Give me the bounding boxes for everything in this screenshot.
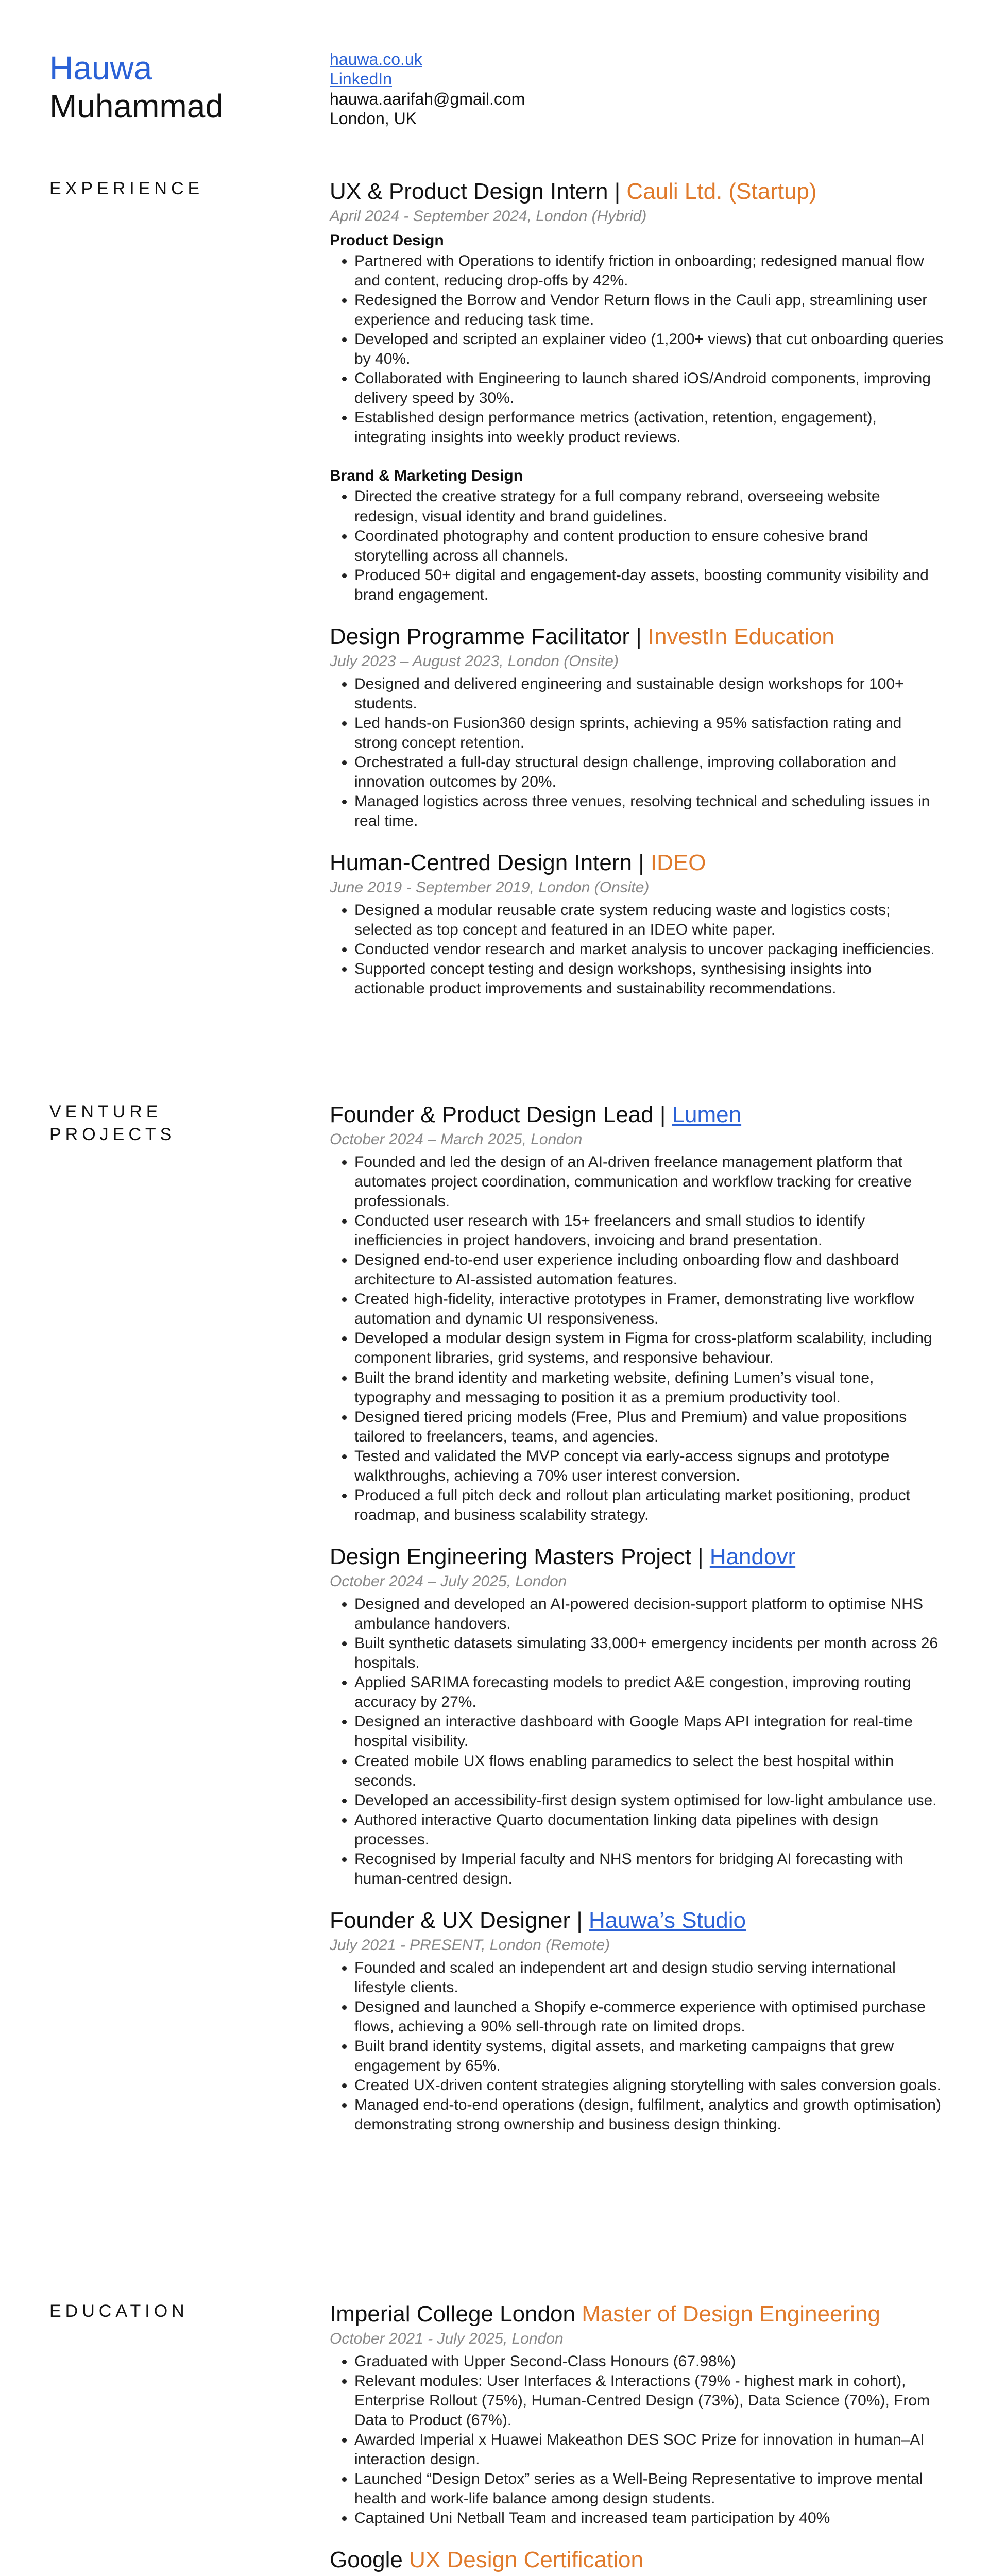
education-entry xyxy=(330,2300,946,2528)
section-label-education xyxy=(49,2300,266,2323)
education-content xyxy=(330,2300,946,2576)
entry-title: Human-Centred Design Intern | IDEO xyxy=(330,850,706,876)
entry-dates: June 2019 - September 2019, London (Onsite) xyxy=(330,879,650,896)
bullet-item: • Launched “Design Detox” series as a Well-Being Representative to improve mental health and work-life balance among design students. xyxy=(354,2469,946,2509)
bullet-list xyxy=(330,901,946,998)
bullet-item: • Applied SARIMA forecasting models to predict A&E congestion, improving routing accuracy by 27%. xyxy=(354,1673,946,1712)
entry-title: Design Programme Facilitator | InvestIn Education xyxy=(330,624,834,649)
section-label-text: VENTURE xyxy=(49,1102,162,1122)
experience-entry xyxy=(330,177,946,605)
bullet-item: • Relevant modules: User Interfaces & Interactions (79% - highest mark in cohort), Enterprise Rollout (75%), Human-Centred Design (73%), Data Science (70%), From Data to Product (67%). xyxy=(354,2371,946,2430)
entry-title xyxy=(330,2300,946,2328)
bullet-item: • Redesigned the Borrow and Vendor Return flows in the Cauli app, streamlining user experience and reducing task time. xyxy=(354,291,946,330)
qualification: Master of Design Engineering xyxy=(582,2301,880,2327)
entry-title: Founder & Product Design Lead | Lumen xyxy=(330,1102,742,1127)
bullet-item: • Created mobile UX flows enabling paramedics to select the best hospital within seconds. xyxy=(354,1752,946,1791)
experience-content xyxy=(330,177,946,1016)
first-name: Hauwa xyxy=(49,49,152,87)
bullet-item: • Developed an accessibility-first design system optimised for low-light ambulance use. xyxy=(354,1791,946,1810)
bullet-item: • Designed and delivered engineering and sustainable design workshops for 100+ students. xyxy=(354,674,946,714)
bullet-list xyxy=(330,2352,946,2529)
bullet-item: • Designed tiered pricing models (Free, Plus and Premium) and value propositions tailored to freelancers, teams, and agencies. xyxy=(354,1408,946,1447)
bullet-item: • Built the brand identity and marketing website, defining Lumen’s visual tone, typography and messaging to position it as a premium productivity tool. xyxy=(354,1368,946,1408)
project-link[interactable]: Lumen xyxy=(672,1102,742,1127)
section-label-venture xyxy=(49,1100,266,1146)
bullet-item: • Recognised by Imperial faculty and NHS mentors for bridging AI forecasting with human-centred design. xyxy=(354,1850,946,1889)
bullet-item: • Built synthetic datasets simulating 33,000+ emergency incidents per month across 26 hospitals. xyxy=(354,1634,946,1673)
location-text: London, UK xyxy=(330,109,417,128)
bullet-item: • Directed the creative strategy for a full company rebrand, overseeing website redesign, visual identity and brand guidelines. xyxy=(354,487,946,526)
bullet-item: • Coordinated photography and content production to ensure cohesive brand storytelling across all channels. xyxy=(354,527,946,566)
bullet-item: • Created high-fidelity, interactive prototypes in Framer, demonstrating live workflow automation and dynamic UI responsiveness. xyxy=(354,1290,946,1329)
bullet-item: • Designed and developed an AI-powered decision-support platform to optimise NHS ambulance handovers. xyxy=(354,1595,946,1634)
role-title: UX & Product Design Intern xyxy=(330,179,608,204)
linkedin-link[interactable]: LinkedIn xyxy=(330,70,392,89)
section-label-text: PROJECTS xyxy=(49,1125,176,1145)
org-name: IDEO xyxy=(650,850,706,876)
bullet-item: • Created UX-driven content strategies aligning storytelling with sales conversion goals. xyxy=(354,2076,946,2095)
bullet-item: • Managed end-to-end operations (design, fulfilment, analytics and growth optimisation) demonstrating strong ownership and business design thinking. xyxy=(354,2095,946,2134)
bullet-list xyxy=(330,1153,946,1526)
subheading: Brand & Marketing Design xyxy=(330,467,523,485)
project-link[interactable]: Handovr xyxy=(709,1544,796,1570)
venture-content xyxy=(330,1100,946,2153)
bullet-item: • Tested and validated the MVP concept via early-access signups and prototype walkthroughs, achieving a 70% user interest conversion. xyxy=(354,1447,946,1486)
candidate-name xyxy=(49,49,224,125)
contact-block xyxy=(330,49,525,129)
entry-dates: October 2024 – March 2025, London xyxy=(330,1131,583,1148)
entry-title: Design Engineering Masters Project | Handovr xyxy=(330,1544,796,1570)
school-name: Google xyxy=(330,2547,403,2573)
resume-header xyxy=(49,49,946,142)
role-title: Design Engineering Masters Project xyxy=(330,1544,691,1570)
project-entry xyxy=(330,1906,946,2134)
bullet-item: • Designed a modular reusable crate system reducing waste and logistics costs; selected as top concept and featured in an IDEO white paper. xyxy=(354,901,946,940)
bullet-list xyxy=(330,487,946,605)
bullet-item: • Designed and launched a Shopify e-commerce experience with optimised purchase flows, achieving a 90% sell-through rate on limited drops. xyxy=(354,1997,946,2037)
education-entry xyxy=(330,2546,946,2576)
bullet-item: • Founded and scaled an independent art and design studio serving international lifestyle clients. xyxy=(354,1958,946,1997)
bullet-item: • Partnered with Operations to identify friction in onboarding; redesigned manual flow and content, reducing drop-offs by 42%. xyxy=(354,251,946,291)
bullet-item: • Designed end-to-end user experience including onboarding flow and dashboard architecture to AI-assisted automation features. xyxy=(354,1250,946,1290)
bullet-item: • Graduated with Upper Second-Class Honours (67.98%) xyxy=(354,2352,946,2371)
bullet-item: • Collaborated with Engineering to launch shared iOS/Android components, improving delivery speed by 30%. xyxy=(354,369,946,408)
website-link[interactable]: hauwa.co.uk xyxy=(330,50,422,69)
bullet-item: • Conducted vendor research and market analysis to uncover packaging inefficiencies. xyxy=(354,940,946,959)
entry-dates: April 2024 - September 2024, London (Hybrid) xyxy=(330,208,647,225)
bullet-item: • Supported concept testing and design workshops, synthesising insights into actionable product improvements and sustainability recommendations. xyxy=(354,959,946,998)
bullet-item: • Developed a modular design system in Figma for cross-platform scalability, including component libraries, grid systems, and responsive behaviour. xyxy=(354,1329,946,1368)
role-title: Design Programme Facilitator xyxy=(330,624,629,649)
bullet-item: • Established design performance metrics (activation, retention, engagement), integrating insights into weekly product reviews. xyxy=(354,408,946,447)
bullet-item: • Captained Uni Netball Team and increased team participation by 40% xyxy=(354,2509,946,2528)
subheading: Product Design xyxy=(330,231,444,249)
qualification: UX Design Certification xyxy=(409,2547,643,2573)
entry-dates: July 2021 - PRESENT, London (Remote) xyxy=(330,1937,610,1954)
bullet-item: • Orchestrated a full-day structural design challenge, improving collaboration and innovation outcomes by 20%. xyxy=(354,753,946,792)
bullet-item: • Produced 50+ digital and engagement-day assets, boosting community visibility and brand engagement. xyxy=(354,566,946,605)
bullet-item: • Produced a full pitch deck and rollout plan articulating market positioning, product roadmap, and business scalability strategy. xyxy=(354,1486,946,1525)
bullet-list xyxy=(330,674,946,832)
entry-dates: October 2024 – July 2025, London xyxy=(330,1573,567,1590)
bullet-item: • Led hands-on Fusion360 design sprints, achieving a 95% satisfaction rating and strong concept retention. xyxy=(354,714,946,753)
bullet-item: • Designed an interactive dashboard with Google Maps API integration for real-time hospital visibility. xyxy=(354,1712,946,1751)
school-name: Imperial College London xyxy=(330,2301,575,2327)
experience-entry xyxy=(330,622,946,831)
role-title: Human-Centred Design Intern xyxy=(330,850,632,876)
role-title: Founder & Product Design Lead xyxy=(330,1102,654,1127)
bullet-item: • Managed logistics across three venues, resolving technical and scheduling issues in real time. xyxy=(354,792,946,831)
role-title: Founder & UX Designer xyxy=(330,1908,571,1934)
section-label-experience xyxy=(49,177,266,200)
project-link[interactable]: Hauwa’s Studio xyxy=(589,1908,746,1934)
bullet-item: • Founded and led the design of an AI-driven freelance management platform that automates project coordination, communication and workflow tracking for creative professionals. xyxy=(354,1153,946,1211)
section-label-text: EDUCATION xyxy=(49,2301,189,2321)
bullet-list xyxy=(330,1958,946,2135)
entry-dates: October 2021 - July 2025, London xyxy=(330,2330,564,2347)
experience-entry xyxy=(330,849,946,998)
section-label-text: EXPERIENCE xyxy=(49,179,204,198)
org-name: Cauli Ltd. (Startup) xyxy=(626,179,817,204)
bullet-item: • Authored interactive Quarto documentation linking data pipelines with design processes. xyxy=(354,1810,946,1850)
org-name: InvestIn Education xyxy=(647,624,834,649)
last-name: Muhammad xyxy=(49,87,224,125)
entry-title xyxy=(330,2546,946,2574)
entry-title: UX & Product Design Intern | Cauli Ltd. (Startup) xyxy=(330,179,817,204)
bullet-list xyxy=(330,1595,946,1889)
bullet-item: • Built brand identity systems, digital assets, and marketing campaigns that grew engagement by 65%. xyxy=(354,2037,946,2076)
entry-dates: July 2023 – August 2023, London (Onsite) xyxy=(330,653,619,670)
project-entry xyxy=(330,1100,946,1525)
bullet-list xyxy=(330,251,946,448)
bullet-item: • Developed and scripted an explainer video (1,200+ views) that cut onboarding queries by 40%. xyxy=(354,330,946,369)
project-entry xyxy=(330,1543,946,1889)
entry-title: Founder & UX Designer | Hauwa’s Studio xyxy=(330,1908,746,1934)
bullet-item: • Conducted user research with 15+ freelancers and small studios to identify inefficiencies in project handovers, invoicing and brand presentation. xyxy=(354,1211,946,1250)
email-text: hauwa.aarifah@gmail.com xyxy=(330,89,525,108)
bullet-item: • Awarded Imperial x Huawei Makeathon DES SOC Prize for innovation in human–AI interaction design. xyxy=(354,2430,946,2469)
